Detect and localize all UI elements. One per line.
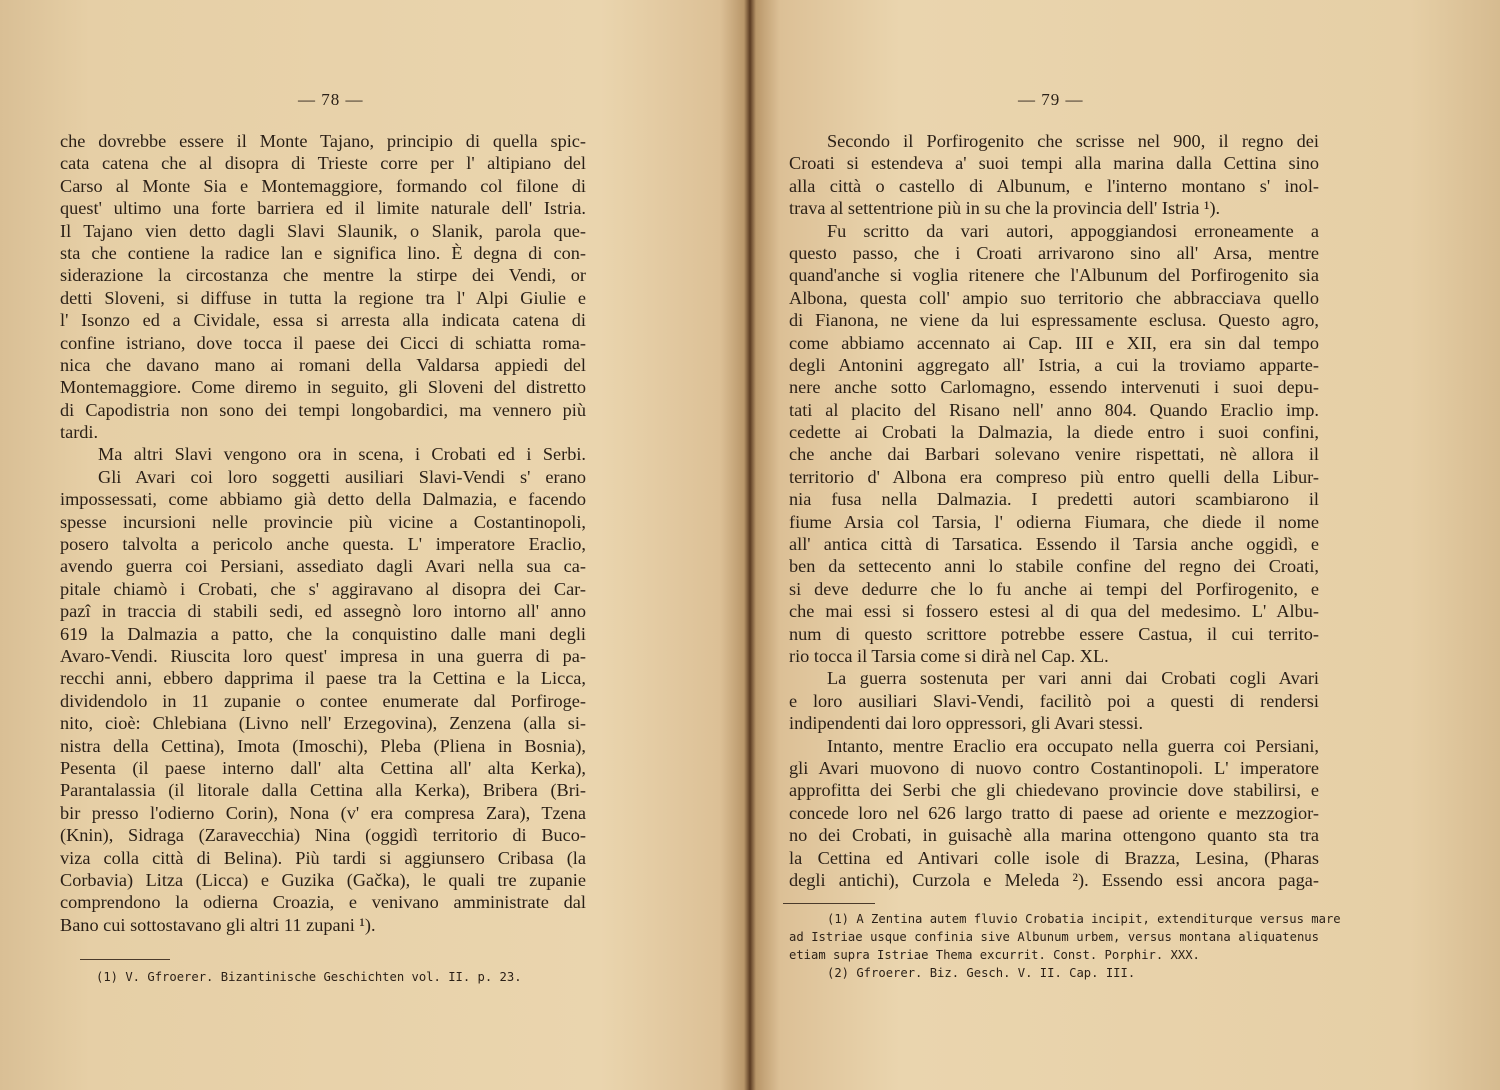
text-line: Albona, questa coll' ampio suo territorio che abbracciava quello (789, 287, 1319, 308)
text-line: rio tocca il Tarsia come si dirà nel Cap. XL. (789, 645, 1109, 666)
text-line: di Capodistria non sono dei tempi longobardici, ma vennero più (60, 399, 586, 420)
page-number: — 79 — (1018, 90, 1084, 109)
text-line: gli Avari muovono di nuovo contro Costantinopoli. L' imperatore (789, 757, 1319, 778)
text-line: recchi anni, ebbero dapprima il paese tra la Cettina e la Licca, (60, 668, 586, 689)
text-line: territorio d' Albona era compreso più entro quelli della Libur- (789, 466, 1319, 487)
footnote-line: (1) V. Gfroerer. Bizantinische Geschichten vol. II. p. 23. (96, 970, 522, 984)
text-line: indipendenti dai loro oppressori, gli Avari stessi. (789, 713, 1144, 734)
text-line: si deve dedurre che lo fu anche ai tempi del Porfirogenito, e (789, 578, 1319, 599)
footnote-line: etiam supra Istriae Thema excurrit. Const. Porphir. XXX. (789, 948, 1200, 962)
text-line: all' antica città di Tarsatica. Essendo il Tarsia anche oggidì, e (789, 534, 1319, 555)
text-line: approfitta dei Serbi che gli chiedevano provincie dove stabilirsi, e (789, 780, 1319, 801)
text-line: alla città o castello di Albunum, e l'interno montano s' inol- (789, 175, 1319, 196)
text-line: fiume Arsia col Tarsia, l' odierna Fiumara, che diede il nome (789, 511, 1319, 532)
text-line: cedette ai Crobati la Dalmazia, la diede entro i suoi confini, (789, 422, 1319, 443)
text-line: Corbavia) Litza (Licca) e Guzika (Gačka), le quali tre zupanie (60, 869, 586, 890)
text-line: 619 la Dalmazia a patto, che la conquistino dalle mani degli (60, 623, 586, 644)
text-line: dividendolo in 11 zupanie o contee enumerate dal Porfiroge- (60, 690, 586, 711)
text-line: Fu scritto da vari autori, appoggiandosi erroneamente a (827, 220, 1319, 241)
right-page (700, 0, 1500, 1090)
text-line: tati al placito del Risano nell' anno 804. Quando Eraclio imp. (789, 399, 1319, 420)
page-number: — 78 — (298, 90, 364, 109)
text-line: avendo guerra coi Persiani, assediato dagli Avari nella sua ca- (60, 556, 586, 577)
text-line: Bano cui sottostavano gli altri 11 zupani ¹). (60, 914, 376, 935)
text-line: nia fusa nella Dalmazia. I predetti autori scambiarono il (789, 489, 1319, 510)
text-line: posero talvolta a pericolo anche questa. L' imperatore Eraclio, (60, 534, 586, 555)
text-line: l' Isonzo ed a Cividale, essa si arresta alla indicata catena di (60, 310, 586, 331)
text-line: bir presso l'odierno Corin), Nona (v' era compresa Zara), Tzena (60, 802, 586, 823)
footnotes (789, 910, 1341, 982)
text-line: tardi. (60, 422, 99, 443)
text-line: e loro ausiliari Slavi-Vendi, facilitò poi a questi di rendersi (789, 690, 1319, 711)
text-line: che mai essi si fossero estesi al di qua del medesimo. L' Albu- (789, 601, 1319, 622)
text-line: Parantalassia (il litorale dalla Cettina alla Kerka), Bribera (Bri- (60, 780, 586, 801)
text-line: quand'anche si voglia ritenere che l'Albunum del Porfirogenito sia (789, 265, 1319, 286)
text-line: che dovrebbe essere il Monte Tajano, principio di quella spic- (60, 131, 586, 151)
text-line: Ma altri Slavi vengono ora in scena, i Crobati ed i Serbi. (98, 444, 586, 465)
text-line: nito, cioè: Chlebiana (Livno nell' Erzegovina), Zenzena (alla si- (60, 713, 586, 734)
text-line: degli Antonini aggregato all' Istria, a cui la troviamo apparte- (789, 354, 1319, 375)
footnote-line: ad Istriae usque confinia sive Albunum urbem, versus montana aliquatenus (789, 930, 1319, 944)
page-body-text (789, 130, 1319, 891)
text-line: confine istriano, dove tocca il paese dei Cicci di schiatta roma- (60, 332, 586, 353)
text-line: che anche dai Barbari solevano venire rispettati, nè allora il (789, 444, 1319, 465)
text-line: trava al settentrione più in su che la provincia dell' Istria ¹). (789, 198, 1221, 219)
text-line: La guerra sostenuta per vari anni dai Crobati cogli Avari (827, 668, 1319, 689)
page-body-text (60, 130, 586, 936)
footnote-line: (1) A Zentina autem fluvio Crobatia incipit, extenditurque versus mare (827, 912, 1341, 926)
text-line: la Cettina ed Antivari colle isole di Brazza, Lesina, (Pharas (789, 847, 1319, 868)
text-line: Il Tajano vien detto dagli Slavi Slaunik, o Slanik, parola que- (60, 220, 586, 241)
text-line: siderazione la circostanza che mentre la stirpe dei Vendi, or (60, 265, 586, 286)
footnote-line: (2) Gfroerer. Biz. Gesch. V. II. Cap. III. (827, 966, 1136, 980)
text-line: pitale chiamò i Crobati, che s' aggiravano al disopra dei Car- (60, 578, 586, 599)
text-line: (Knin), Sidraga (Zaravecchia) Nina (oggidì territorio di Buco- (60, 825, 586, 846)
text-line: degli antichi), Curzola e Meleda ²). Essendo essi ancora paga- (789, 869, 1319, 890)
text-line: Pesenta (il paese interno dall' alta Cettina all' alta Kerka), (60, 757, 586, 778)
text-line: ben da settecento anni lo stabile confine del regno dei Croati, (789, 556, 1319, 577)
text-line: Montemaggiore. Come diremo in seguito, gli Sloveni del distretto (60, 377, 586, 398)
text-line: come abbiamo accennato ai Cap. III e XII, era sin dal tempo (789, 332, 1319, 353)
text-line: detti Sloveni, si diffuse in tutta la regione tra l' Alpi Giulie e (60, 287, 586, 308)
text-line: concede loro nel 626 largo tratto di paese ad oriente e mezzogior- (789, 802, 1319, 823)
text-line: sta che contiene la radice lan e significa lino. È degna di con- (60, 242, 586, 263)
text-line: Gli Avari coi loro soggetti ausiliari Slavi-Vendi s' erano (98, 466, 586, 487)
text-line: quest' ultimo una forte barriera ed il limite naturale dell' Istria. (60, 198, 586, 219)
text-line: comprendono la odierna Croazia, e venivano amministrate dal (60, 892, 586, 913)
text-line: Secondo il Porfirogenito che scrisse nel 900, il regno dei (827, 131, 1319, 151)
text-line: nere anche sotto Carlomagno, essendo intervenuti i suoi depu- (789, 377, 1319, 398)
text-line: di Fianona, ne viene da lui espressamente esclusa. Questo agro, (789, 310, 1319, 331)
left-page (0, 0, 690, 1090)
text-line: nica che davano mano ai romani della Valdarsa appiedi del (60, 354, 586, 375)
text-line: Croati si estendeva a' suoi tempi alla marina dalla Cettina sino (789, 153, 1319, 174)
text-line: Intanto, mentre Eraclio era occupato nella guerra coi Persiani, (827, 735, 1319, 756)
footnotes (96, 968, 576, 986)
text-line: no dei Crobati, in guisachè alla marina ottengono quanto sta tra (789, 825, 1319, 846)
text-line: cata catena che al disopra di Trieste corre per l' altipiano del (60, 153, 586, 174)
text-line: pazî in traccia di stabili sedi, ed assegnò loro intorno all' anno (60, 601, 586, 622)
text-line: Carso al Monte Sia e Montemaggiore, formando col filone di (60, 175, 586, 196)
text-line: viza colla città di Belina). Più tardi si aggiunsero Cribasa (la (60, 847, 586, 868)
text-line: impossessati, come abbiamo già detto della Dalmazia, e facendo (60, 489, 586, 510)
text-line: spesse incursioni nelle provincie più vicine a Costantinopoli, (60, 511, 586, 532)
text-line: questo passo, che i Croati arrivarono sino all' Arsa, mentre (789, 242, 1319, 263)
text-line: num di questo scrittore potrebbe essere Castua, il cui territo- (789, 623, 1319, 644)
text-line: Avaro-Vendi. Riuscita loro quest' impresa in una guerra di pa- (60, 645, 586, 666)
footnote-rule (783, 903, 875, 904)
footnote-rule (80, 959, 170, 960)
text-line: nistra della Cettina), Imota (Imoschi), Pleba (Pliena in Bosnia), (60, 735, 586, 756)
